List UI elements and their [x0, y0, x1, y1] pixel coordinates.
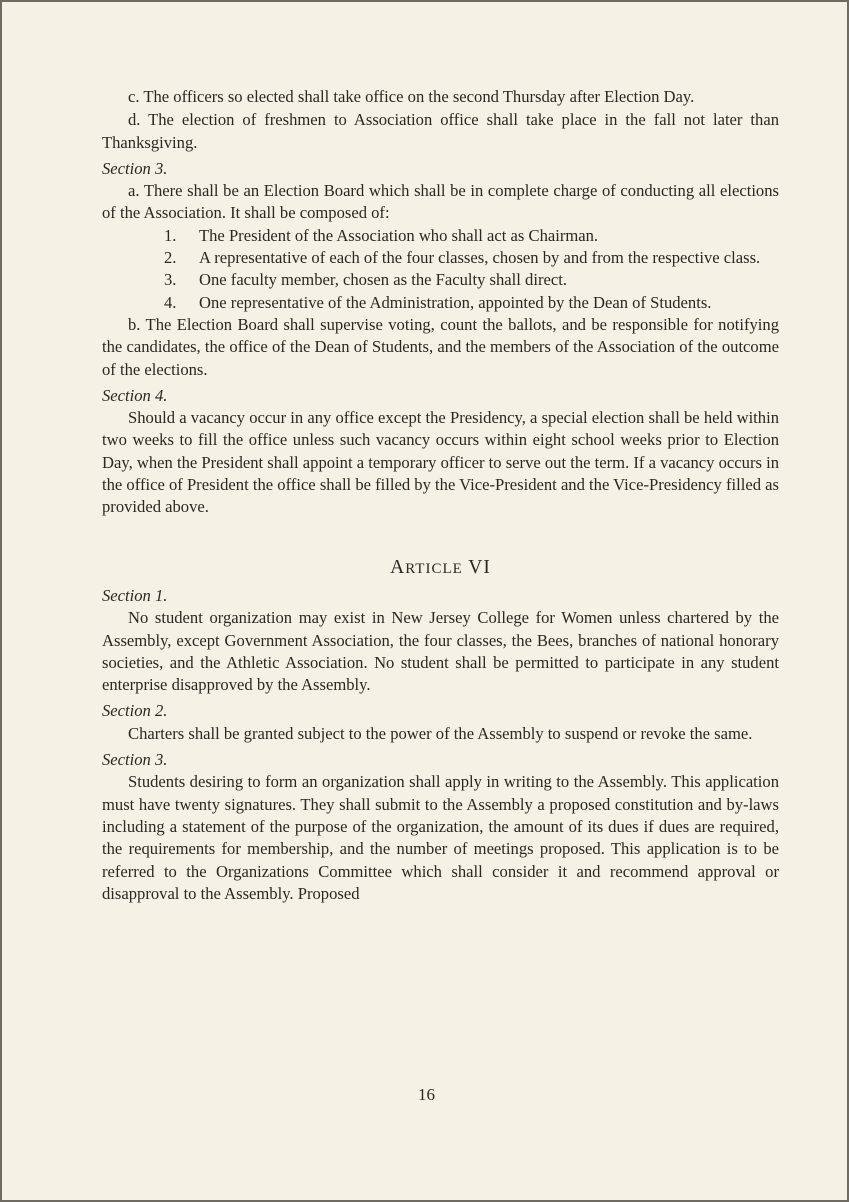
section-heading: Section 3. — [102, 750, 168, 770]
paragraph-article-section3: Students desiring to form an organization shall apply in writing to the Assembly. This application must have twenty signatures. They shall submit to the Assembly a proposed constitution and by-laws including a statement of the purpose of the organization, the amount of its dues if dues are required, the requirements for membership, and the number of meetings proposed. This application is to be referred to the Organizations Committee which shall consider it and recommend approval or disapproval to the Assembly. Proposed — [102, 772, 779, 903]
list-item: 4. One representative of the Administration, appointed by the Dean of Students. — [164, 292, 712, 312]
paragraph-d: d. The election of freshmen to Association office shall take place in the fall not later than Thanksgiving. — [102, 110, 779, 152]
list-item: 1. The President of the Association who shall act as Chairman. — [164, 225, 599, 245]
list-item: 3. One faculty member, chosen as the Faculty shall direct. — [164, 270, 567, 290]
section-heading: Section 2. — [102, 701, 168, 721]
paragraph-c: c. The officers so elected shall take office on the second Thursday after Election Day. — [128, 87, 695, 106]
paragraph-section3-b: b. The Election Board shall supervise voting, count the ballots, and be responsible for notifying the candidates, the office of the Dean of Students, and the members of the Association of the outcome of the elections. — [102, 314, 779, 379]
section-heading: Section 1. — [102, 585, 168, 605]
list-item: 2. A representative of each of the four classes, chosen by and from the respective class. — [164, 248, 761, 268]
page-number: 16 — [418, 1085, 435, 1104]
section-heading: Section 4. — [102, 385, 168, 405]
paragraph-article-section2: Charters shall be granted subject to the power of the Assembly to suspend or revoke the same. — [128, 723, 753, 743]
paragraph-article-section1: No student organization may exist in New Jersey College for Women unless chartered by the Assembly, except Government Association, the four classes, the Bees, branches of national honorary societies, and the Athletic Association. No student shall be permitted to participate in any student enterprise disapproved by the Assembly. — [102, 608, 779, 695]
article-heading: ARTICLE VI — [390, 556, 491, 578]
election-board-list — [102, 225, 779, 314]
section-heading: Section 3. — [102, 158, 168, 178]
page-content — [102, 86, 779, 905]
paragraph-section4: Should a vacancy occur in any office except the Presidency, a special election shall be held within two weeks to fill the office unless such vacancy occurs within eight school weeks prior to Election Day, when the President shall appoint a temporary officer to serve out the term. If a vacancy occurs in the office of President the office shall be filled by the Vice-President and the Vice-Presidency filled as provided above. — [102, 408, 779, 517]
paragraph-section3-a: a. There shall be an Election Board which shall be in complete charge of conducting all elections of the Association. It shall be composed of: — [102, 181, 779, 223]
